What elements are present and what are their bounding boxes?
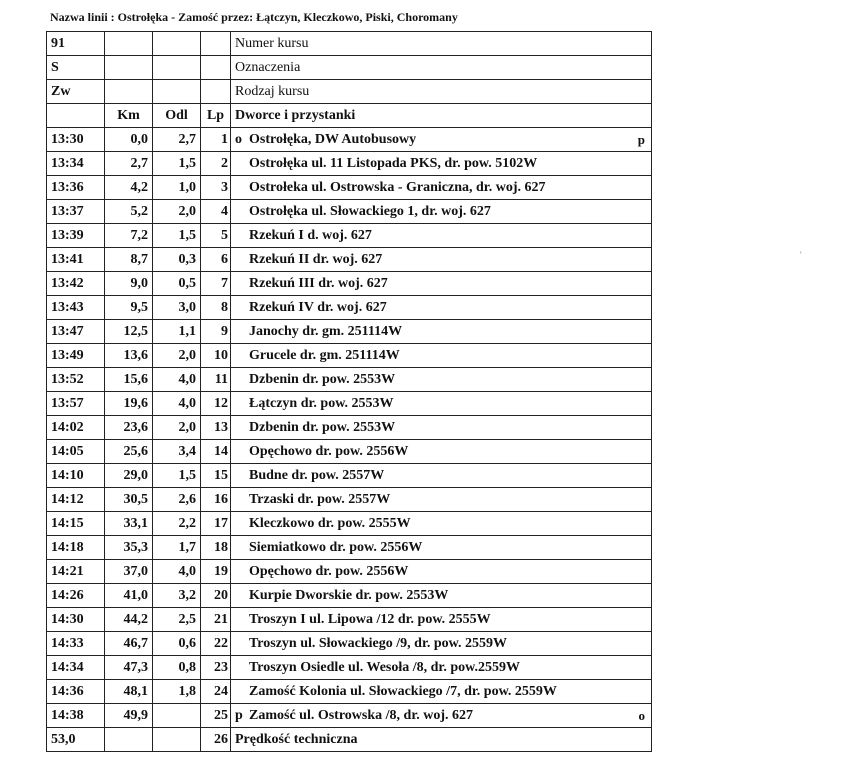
table-row xyxy=(47,272,652,296)
stop-flag: o xyxy=(638,708,645,723)
stop-cell xyxy=(231,320,652,344)
stop-time: 13:34 xyxy=(47,152,105,176)
table-row xyxy=(47,392,652,416)
table-row xyxy=(47,152,652,176)
stop-odl: 2,0 xyxy=(153,200,201,224)
table-row xyxy=(47,584,652,608)
table-row xyxy=(47,440,652,464)
stop-time: 13:37 xyxy=(47,200,105,224)
stop-name: Ostrołęka, DW Autobusowy xyxy=(249,131,417,147)
table-row xyxy=(47,488,652,512)
stop-odl: 2,5 xyxy=(153,608,201,632)
stop-time: 14:38 xyxy=(47,704,105,728)
stop-lp: 8 xyxy=(201,296,231,320)
stop-time: 13:49 xyxy=(47,344,105,368)
stop-time: 14:36 xyxy=(47,680,105,704)
stop-lp: 1 xyxy=(201,128,231,152)
summary-value: 53,0 xyxy=(47,728,105,752)
stop-km: 5,2 xyxy=(105,200,153,224)
stop-odl: 2,0 xyxy=(153,344,201,368)
scan-speck: ' xyxy=(800,250,802,260)
stop-name: Rzekuń I d. woj. 627 xyxy=(249,227,372,243)
stop-odl: 0,6 xyxy=(153,632,201,656)
meta-label: Numer kursu xyxy=(231,32,652,56)
stop-time: 14:34 xyxy=(47,656,105,680)
table-row xyxy=(47,320,652,344)
table-row xyxy=(47,608,652,632)
table-row xyxy=(47,464,652,488)
stop-odl: 1,5 xyxy=(153,464,201,488)
stop-km: 46,7 xyxy=(105,632,153,656)
stop-name: Troszyn I ul. Lipowa /12 dr. pow. 2555W xyxy=(249,611,491,627)
stop-name: Siemiatkowo dr. pow. 2556W xyxy=(249,539,423,555)
stop-cell xyxy=(231,344,652,368)
stop-lp: 16 xyxy=(201,488,231,512)
table-row xyxy=(47,344,652,368)
stop-time: 14:15 xyxy=(47,512,105,536)
stop-odl: 4,0 xyxy=(153,368,201,392)
stop-time: 13:30 xyxy=(47,128,105,152)
table-row xyxy=(47,128,652,152)
meta-label: Oznaczenia xyxy=(231,56,652,80)
stop-name: Janochy dr. gm. 251114W xyxy=(249,323,403,339)
table-row xyxy=(47,704,652,728)
meta-value: Zw xyxy=(47,80,105,104)
stop-name: Trzaski dr. pow. 2557W xyxy=(249,491,391,507)
stop-cell xyxy=(231,296,652,320)
stop-name: Ostrołęka ul. 11 Listopada PKS, dr. pow. 5102W xyxy=(249,155,538,171)
stop-name: Zamość Kolonia ul. Słowackiego /7, dr. pow. 2559W xyxy=(249,683,557,699)
stop-odl: 3,4 xyxy=(153,440,201,464)
stop-cell xyxy=(231,248,652,272)
stop-name: Opęchowo dr. pow. 2556W xyxy=(249,563,409,579)
stop-name: Troszyn Osiedle ul. Wesoła /8, dr. pow.2559W xyxy=(249,659,520,675)
stop-time: 14:30 xyxy=(47,608,105,632)
stop-name: Rzekuń II dr. woj. 627 xyxy=(249,251,383,267)
stop-lp: 2 xyxy=(201,152,231,176)
col-stops: Dworce i przystanki xyxy=(231,104,652,128)
stop-name: Grucele dr. gm. 251114W xyxy=(249,347,400,363)
stop-odl: 0,5 xyxy=(153,272,201,296)
table-row xyxy=(47,656,652,680)
stop-time: 14:21 xyxy=(47,560,105,584)
stop-odl: 1,5 xyxy=(153,224,201,248)
stop-km: 41,0 xyxy=(105,584,153,608)
stop-cell xyxy=(231,488,652,512)
stop-time: 13:41 xyxy=(47,248,105,272)
stop-name: Kurpie Dworskie dr. pow. 2553W xyxy=(249,587,449,603)
stop-km: 7,2 xyxy=(105,224,153,248)
stop-time: 13:43 xyxy=(47,296,105,320)
stop-km: 8,7 xyxy=(105,248,153,272)
stop-km: 25,6 xyxy=(105,440,153,464)
stop-lp: 7 xyxy=(201,272,231,296)
stop-cell xyxy=(231,272,652,296)
stop-cell xyxy=(231,440,652,464)
stop-odl: 3,2 xyxy=(153,584,201,608)
stop-lp: 10 xyxy=(201,344,231,368)
stop-time: 14:10 xyxy=(47,464,105,488)
stop-time: 14:26 xyxy=(47,584,105,608)
stop-km: 47,3 xyxy=(105,656,153,680)
table-row xyxy=(47,296,652,320)
stop-km: 13,6 xyxy=(105,344,153,368)
stop-km: 19,6 xyxy=(105,392,153,416)
stop-km: 15,6 xyxy=(105,368,153,392)
table-row xyxy=(47,536,652,560)
stop-cell xyxy=(231,152,652,176)
stop-odl: 2,7 xyxy=(153,128,201,152)
meta-row xyxy=(47,80,652,104)
stop-km: 0,0 xyxy=(105,128,153,152)
stop-lp: 5 xyxy=(201,224,231,248)
stop-lp: 6 xyxy=(201,248,231,272)
meta-row xyxy=(47,32,652,56)
stop-odl: 1,8 xyxy=(153,680,201,704)
stop-odl: 0,3 xyxy=(153,248,201,272)
stop-name: Łątczyn dr. pow. 2553W xyxy=(249,395,394,411)
stop-cell xyxy=(231,656,652,680)
stop-lp: 22 xyxy=(201,632,231,656)
table-row xyxy=(47,200,652,224)
stop-mark: o xyxy=(235,131,242,147)
stop-lp: 24 xyxy=(201,680,231,704)
stop-km: 12,5 xyxy=(105,320,153,344)
stop-km: 30,5 xyxy=(105,488,153,512)
stop-name: Zamość ul. Ostrowska /8, dr. woj. 627 xyxy=(249,707,474,723)
stop-name: Ostrołeka ul. Ostrowska - Graniczna, dr. woj. 627 xyxy=(249,179,546,195)
stop-lp: 4 xyxy=(201,200,231,224)
stop-cell xyxy=(231,176,652,200)
stop-time: 13:42 xyxy=(47,272,105,296)
col-odl: Odl xyxy=(153,104,201,128)
stop-lp: 18 xyxy=(201,536,231,560)
stop-lp: 23 xyxy=(201,656,231,680)
meta-label: Rodzaj kursu xyxy=(231,80,652,104)
stop-km: 2,7 xyxy=(105,152,153,176)
stop-cell xyxy=(231,584,652,608)
stop-time: 13:39 xyxy=(47,224,105,248)
stop-name: Dzbenin dr. pow. 2553W xyxy=(249,419,396,435)
stop-name: Budne dr. pow. 2557W xyxy=(249,467,385,483)
stop-name: Kleczkowo dr. pow. 2555W xyxy=(249,515,411,531)
stop-cell xyxy=(231,128,652,152)
stop-lp: 12 xyxy=(201,392,231,416)
col-km: Km xyxy=(105,104,153,128)
stop-odl: 1,7 xyxy=(153,536,201,560)
stop-lp: 17 xyxy=(201,512,231,536)
stop-lp: 20 xyxy=(201,584,231,608)
stop-cell xyxy=(231,464,652,488)
line-name: Ostrołęka - Zamość przez: Łątczyn, Kleczkowo, Piski, Choromany xyxy=(117,10,458,24)
stop-lp: 13 xyxy=(201,416,231,440)
meta-row xyxy=(47,56,652,80)
stop-cell xyxy=(231,368,652,392)
stop-name: Rzekuń III dr. woj. 627 xyxy=(249,275,388,291)
stop-odl: 3,0 xyxy=(153,296,201,320)
table-row xyxy=(47,368,652,392)
table-row xyxy=(47,248,652,272)
stop-name: Ostrołęka ul. Słowackiego 1, dr. woj. 627 xyxy=(249,203,491,219)
column-header-row xyxy=(47,104,652,128)
stop-lp: 3 xyxy=(201,176,231,200)
stop-odl xyxy=(153,704,201,728)
stop-cell xyxy=(231,224,652,248)
stop-cell xyxy=(231,608,652,632)
stop-cell xyxy=(231,392,652,416)
stop-cell xyxy=(231,200,652,224)
stop-name: Troszyn ul. Słowackiego /9, dr. pow. 2559W xyxy=(249,635,508,651)
line-label: Nazwa linii : xyxy=(50,10,115,24)
table-row xyxy=(47,176,652,200)
stop-time: 14:33 xyxy=(47,632,105,656)
table-row xyxy=(47,632,652,656)
stop-odl: 4,0 xyxy=(153,560,201,584)
stop-odl: 0,8 xyxy=(153,656,201,680)
stop-time: 14:12 xyxy=(47,488,105,512)
stop-time: 13:57 xyxy=(47,392,105,416)
stop-name: Rzekuń IV dr. woj. 627 xyxy=(249,299,387,315)
stop-km: 37,0 xyxy=(105,560,153,584)
stop-km: 33,1 xyxy=(105,512,153,536)
stop-flag: p xyxy=(637,132,645,147)
stop-odl: 1,0 xyxy=(153,176,201,200)
stop-km: 49,9 xyxy=(105,704,153,728)
col-time xyxy=(47,104,105,128)
stop-lp: 11 xyxy=(201,368,231,392)
stop-name: Dzbenin dr. pow. 2553W xyxy=(249,371,396,387)
stop-time: 13:36 xyxy=(47,176,105,200)
stop-lp: 21 xyxy=(201,608,231,632)
stop-cell xyxy=(231,560,652,584)
table-row xyxy=(47,416,652,440)
stop-time: 14:02 xyxy=(47,416,105,440)
stop-odl: 2,2 xyxy=(153,512,201,536)
table-row xyxy=(47,560,652,584)
stop-odl: 4,0 xyxy=(153,392,201,416)
stop-cell xyxy=(231,512,652,536)
stop-time: 14:18 xyxy=(47,536,105,560)
timetable xyxy=(46,31,652,752)
stop-km: 44,2 xyxy=(105,608,153,632)
col-lp: Lp xyxy=(201,104,231,128)
stop-cell xyxy=(231,536,652,560)
stop-odl: 2,0 xyxy=(153,416,201,440)
stop-km: 4,2 xyxy=(105,176,153,200)
stop-mark: p xyxy=(235,707,243,723)
stop-km: 23,6 xyxy=(105,416,153,440)
meta-value: 91 xyxy=(47,32,105,56)
stop-odl: 2,6 xyxy=(153,488,201,512)
stop-time: 14:05 xyxy=(47,440,105,464)
table-row xyxy=(47,680,652,704)
stop-odl: 1,5 xyxy=(153,152,201,176)
stop-km: 29,0 xyxy=(105,464,153,488)
meta-value: S xyxy=(47,56,105,80)
stop-lp: 14 xyxy=(201,440,231,464)
stop-odl: 1,1 xyxy=(153,320,201,344)
page-title xyxy=(50,10,458,25)
stop-km: 9,5 xyxy=(105,296,153,320)
stop-time: 13:52 xyxy=(47,368,105,392)
table-row xyxy=(47,512,652,536)
stop-lp: 25 xyxy=(201,704,231,728)
stop-lp: 15 xyxy=(201,464,231,488)
summary-lp: 26 xyxy=(201,728,231,752)
stop-km: 48,1 xyxy=(105,680,153,704)
stop-cell xyxy=(231,680,652,704)
table-row xyxy=(47,224,652,248)
summary-label: Prędkość techniczna xyxy=(231,728,652,752)
stop-lp: 19 xyxy=(201,560,231,584)
stop-km: 9,0 xyxy=(105,272,153,296)
stop-name: Opęchowo dr. pow. 2556W xyxy=(249,443,409,459)
stop-time: 13:47 xyxy=(47,320,105,344)
stop-cell xyxy=(231,704,652,728)
stop-lp: 9 xyxy=(201,320,231,344)
summary-row xyxy=(47,728,652,752)
stop-cell xyxy=(231,416,652,440)
stop-cell xyxy=(231,632,652,656)
stop-km: 35,3 xyxy=(105,536,153,560)
